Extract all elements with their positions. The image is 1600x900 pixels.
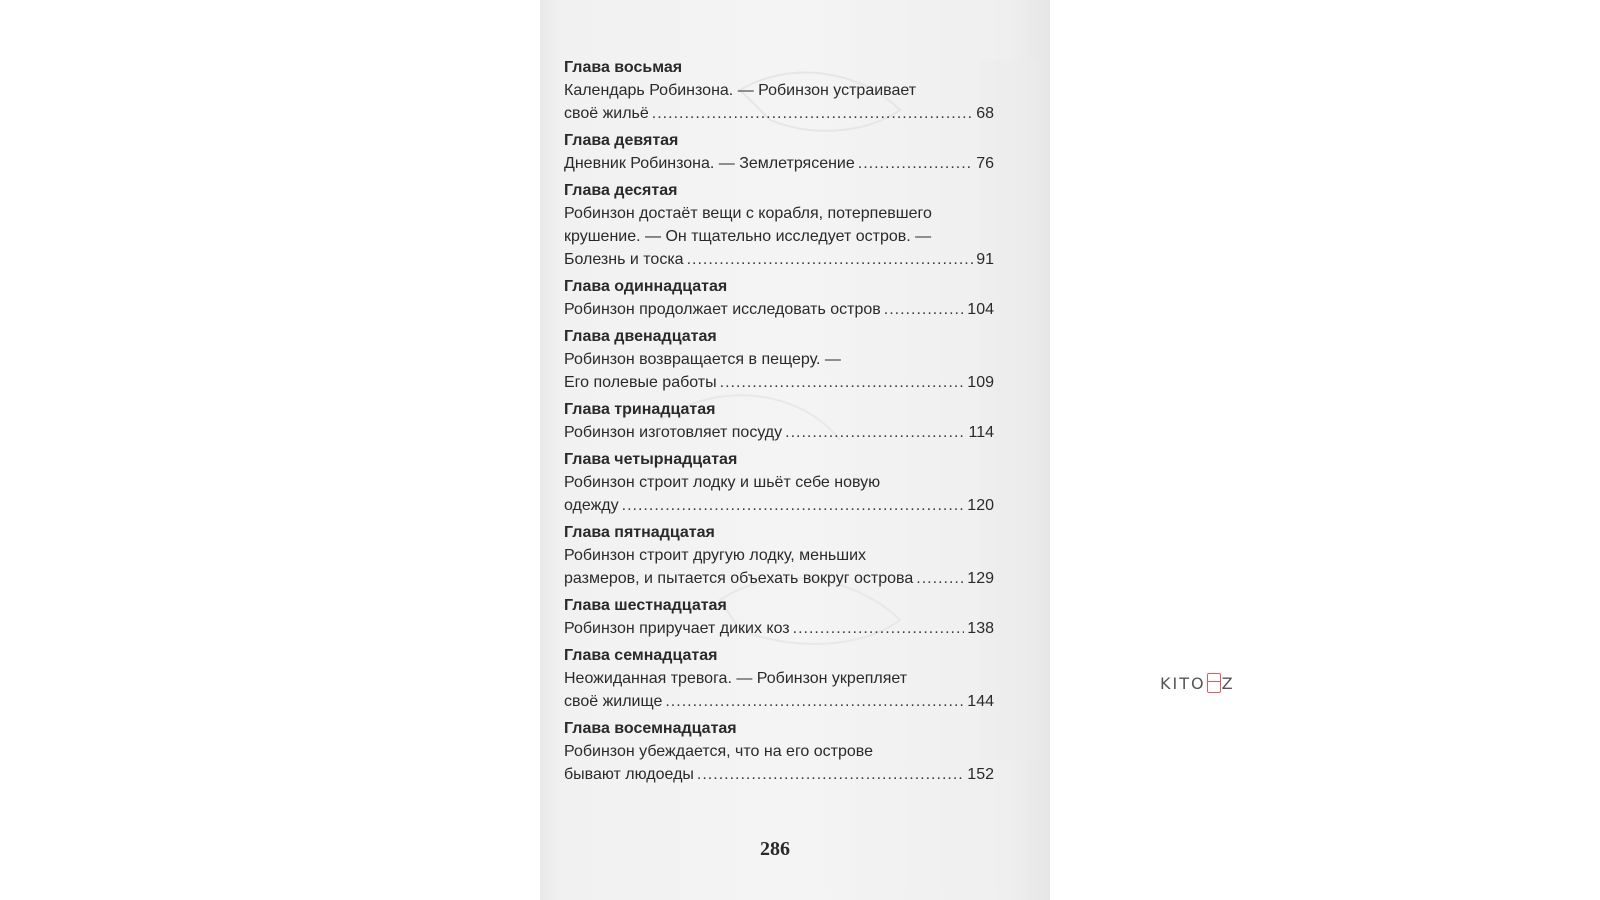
dot-leader — [793, 617, 965, 640]
chapter-description-line: Робинзон приручает диких коз — [564, 620, 790, 637]
book-page — [540, 0, 1050, 900]
toc-entry — [564, 56, 994, 125]
chapter-description-line: своё жилище — [564, 693, 663, 710]
dot-leader — [720, 371, 965, 394]
chapter-page-number: 129 — [967, 570, 994, 587]
chapter-description-line: одежду — [564, 497, 619, 514]
chapter-page-number: 152 — [967, 766, 994, 783]
chapter-description-line: Робинзон возвращается в пещеру. — — [564, 351, 841, 368]
chapter-entry-line — [564, 690, 994, 713]
chapter-page-number: 120 — [967, 497, 994, 514]
chapter-title: Глава восьмая — [564, 59, 683, 76]
toc-entry — [564, 398, 994, 444]
chapter-entry-line — [564, 567, 994, 590]
chapter-page-number: 109 — [967, 374, 994, 391]
toc-entry — [564, 521, 994, 590]
dot-leader — [622, 494, 965, 517]
dot-leader — [858, 152, 973, 175]
chapter-description-line: бывают людоеды — [564, 766, 694, 783]
chapter-entry-line — [564, 248, 994, 271]
toc-entry — [564, 325, 994, 394]
toc-entry — [564, 717, 994, 786]
toc-entry — [564, 179, 994, 271]
chapter-title: Глава шестнадцатая — [564, 597, 727, 614]
chapter-title: Глава двенадцатая — [564, 328, 717, 345]
chapter-entry-line — [564, 763, 994, 786]
chapter-entry-line — [564, 152, 994, 175]
toc-entry — [564, 448, 994, 517]
chapter-title: Глава пятнадцатая — [564, 524, 715, 541]
chapter-entry-line — [564, 102, 994, 125]
table-of-contents — [564, 56, 994, 790]
page-number: 286 — [760, 838, 790, 860]
chapter-description-line: Календарь Робинзона. — Робинзон устраивает — [564, 82, 917, 99]
chapter-description-line: размеров, и пытается объехать вокруг острова — [564, 570, 914, 587]
toc-entry — [564, 594, 994, 640]
chapter-title: Глава четырнадцатая — [564, 451, 738, 468]
dot-leader — [687, 248, 974, 271]
toc-entry — [564, 129, 994, 175]
chapter-entry-line — [564, 298, 994, 321]
chapter-entry-line — [564, 371, 994, 394]
chapter-title: Глава семнадцатая — [564, 647, 718, 664]
chapter-page-number: 144 — [967, 693, 994, 710]
chapter-description-line: Его полевые работы — [564, 374, 717, 391]
chapter-title: Глава восемнадцатая — [564, 720, 737, 737]
toc-entry — [564, 644, 994, 713]
chapter-entry-line — [564, 494, 994, 517]
dot-leader — [665, 690, 964, 713]
chapter-title: Глава десятая — [564, 182, 678, 199]
chapter-description-line: Робинзон убеждается, что на его острове — [564, 743, 874, 760]
dot-leader — [697, 763, 964, 786]
chapter-description-line: Робинзон продолжает исследовать остров — [564, 301, 881, 318]
logo-b-icon — [1207, 673, 1221, 693]
logo-text-right: Z — [1221, 674, 1235, 693]
toc-entry — [564, 275, 994, 321]
dot-leader — [785, 421, 965, 444]
chapter-title: Глава девятая — [564, 132, 679, 149]
chapter-description-line: Робинзон строит лодку и шьёт себе новую — [564, 474, 881, 491]
dot-leader — [652, 102, 973, 125]
chapter-description-line: Робинзон изготовляет посуду — [564, 424, 783, 441]
chapter-description-line: Робинзон достаёт вещи с корабля, потерпевшего — [564, 205, 932, 222]
chapter-description-line: Болезнь и тоска — [564, 251, 684, 268]
chapter-description-line: Дневник Робинзона. — Землетрясение — [564, 155, 855, 172]
chapter-description-line: крушение. — Он тщательно исследует остров. — — [564, 228, 932, 245]
chapter-page-number: 138 — [967, 620, 994, 637]
logo-text-left: KITO — [1160, 674, 1206, 693]
chapter-page-number: 76 — [976, 155, 994, 172]
chapter-description-line: Неожиданная тревога. — Робинзон укрепляет — [564, 670, 908, 687]
chapter-entry-line — [564, 617, 994, 640]
chapter-page-number: 114 — [968, 424, 994, 441]
chapter-page-number: 91 — [976, 251, 994, 268]
chapter-page-number: 104 — [967, 301, 994, 318]
chapter-description-line: Робинзон строит другую лодку, меньших — [564, 547, 867, 564]
chapter-title: Глава тринадцатая — [564, 401, 716, 418]
chapter-entry-line — [564, 421, 994, 444]
dot-leader — [916, 567, 964, 590]
dot-leader — [884, 298, 965, 321]
kitobz-logo — [1160, 673, 1235, 693]
chapter-page-number: 68 — [976, 105, 994, 122]
chapter-description-line: своё жильё — [564, 105, 649, 122]
chapter-title: Глава одиннадцатая — [564, 278, 728, 295]
